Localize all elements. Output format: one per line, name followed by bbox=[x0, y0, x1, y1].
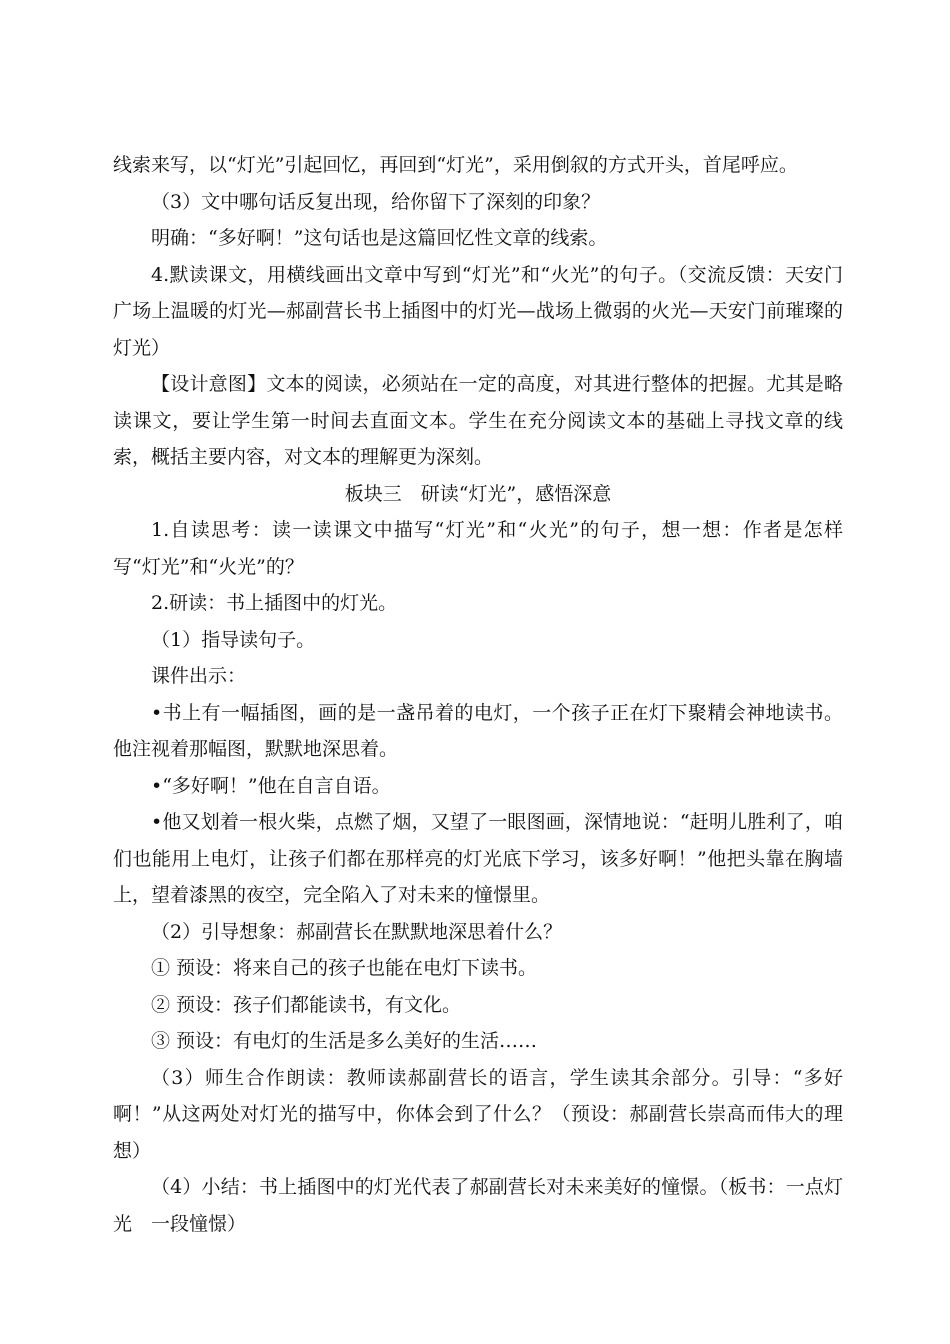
paragraph-question-3: （3）文中哪句话反复出现，给你留下了深刻的印象？ bbox=[151, 190, 601, 213]
list-item-preset-1: ① 预设：将来自己的孩子也能在电灯下读书。 bbox=[151, 957, 538, 979]
bullet-match-light: •他又划着一根火柴，点燃了烟，又望了一眼图画，深情地说：“赶明儿胜利了，咱们也能用上电灯，让孩子们都在那样亮的灯光底下学习，该多好啊！”他把头靠在胸墙上，望着漆黑的夜空，完全陷入了对未来的憧憬里。 bbox=[113, 811, 843, 906]
paragraph-step-2-study: 2.研读：书上插图中的灯光。 bbox=[151, 592, 398, 614]
paragraph-guide-imagine: （2）引导想象：郝副营长在默默地深思着什么？ bbox=[151, 920, 563, 943]
list-item-preset-2: ② 预设：孩子们都能读书，有文化。 bbox=[151, 993, 462, 1016]
bullet-how-good: •“多好啊！”他在自言自语。 bbox=[151, 774, 391, 797]
list-item-preset-3: ③ 预设：有电灯的生活是多么美好的生活…… bbox=[151, 1030, 538, 1052]
paragraph-courseware-show: 课件出示： bbox=[151, 665, 247, 687]
document-body bbox=[113, 147, 843, 1242]
paragraph-guide-reading: （1）指导读句子。 bbox=[151, 628, 316, 651]
paragraph-step-1-self-reading: 1.自读思考：读一读课文中描写“灯光”和“火光”的句子，想一想：作者是怎样写“灯光”和“火光”的？ bbox=[113, 519, 843, 578]
paragraph-cooperative-reading: （3）师生合作朗读：教师读郝副营长的语言，学生读其余部分。引导：“多好啊！”从这两处对灯光的描写中，你体会到了什么？（预设：郝副营长崇高而伟大的理想） bbox=[113, 1066, 843, 1162]
paragraph-answer-clue: 明确：“多好啊！”这句话也是这篇回忆性文章的线索。 bbox=[151, 227, 608, 249]
paragraph-design-intent: 【设计意图】文本的阅读，必须站在一定的高度，对其进行整体的把握。尤其是略读课文，要让学生第一时间去直面文本。学生在充分阅读文本的基础上寻找文章的线索，概括主要内容，对文本的理解更为深刻。 bbox=[113, 373, 843, 468]
paragraph-step-4: 4.默读课文，用横线画出文章中写到“灯光”和“火光”的句子。（交流反馈：天安门广场上温暖的灯光—郝副营长书上插图中的灯光—战场上微弱的火光—天安门前璀璨的灯光） bbox=[113, 263, 843, 359]
section-heading-block-3: 板块三 研读“灯光”，感悟深意 bbox=[344, 482, 612, 505]
paragraph-clue-continuation: 线索来写，以“灯光”引起回忆，再回到“灯光”，采用倒叙的方式开头，首尾呼应。 bbox=[113, 154, 798, 176]
bullet-illustration: •书上有一幅插图，画的是一盏吊着的电灯，一个孩子正在灯下聚精会神地读书。他注视着那幅图，默默地深思着。 bbox=[113, 701, 843, 760]
paragraph-summary: （4）小结：书上插图中的灯光代表了郝副营长对未来美好的憧憬。（板书：一点灯光 一段憧憬） bbox=[113, 1176, 843, 1235]
